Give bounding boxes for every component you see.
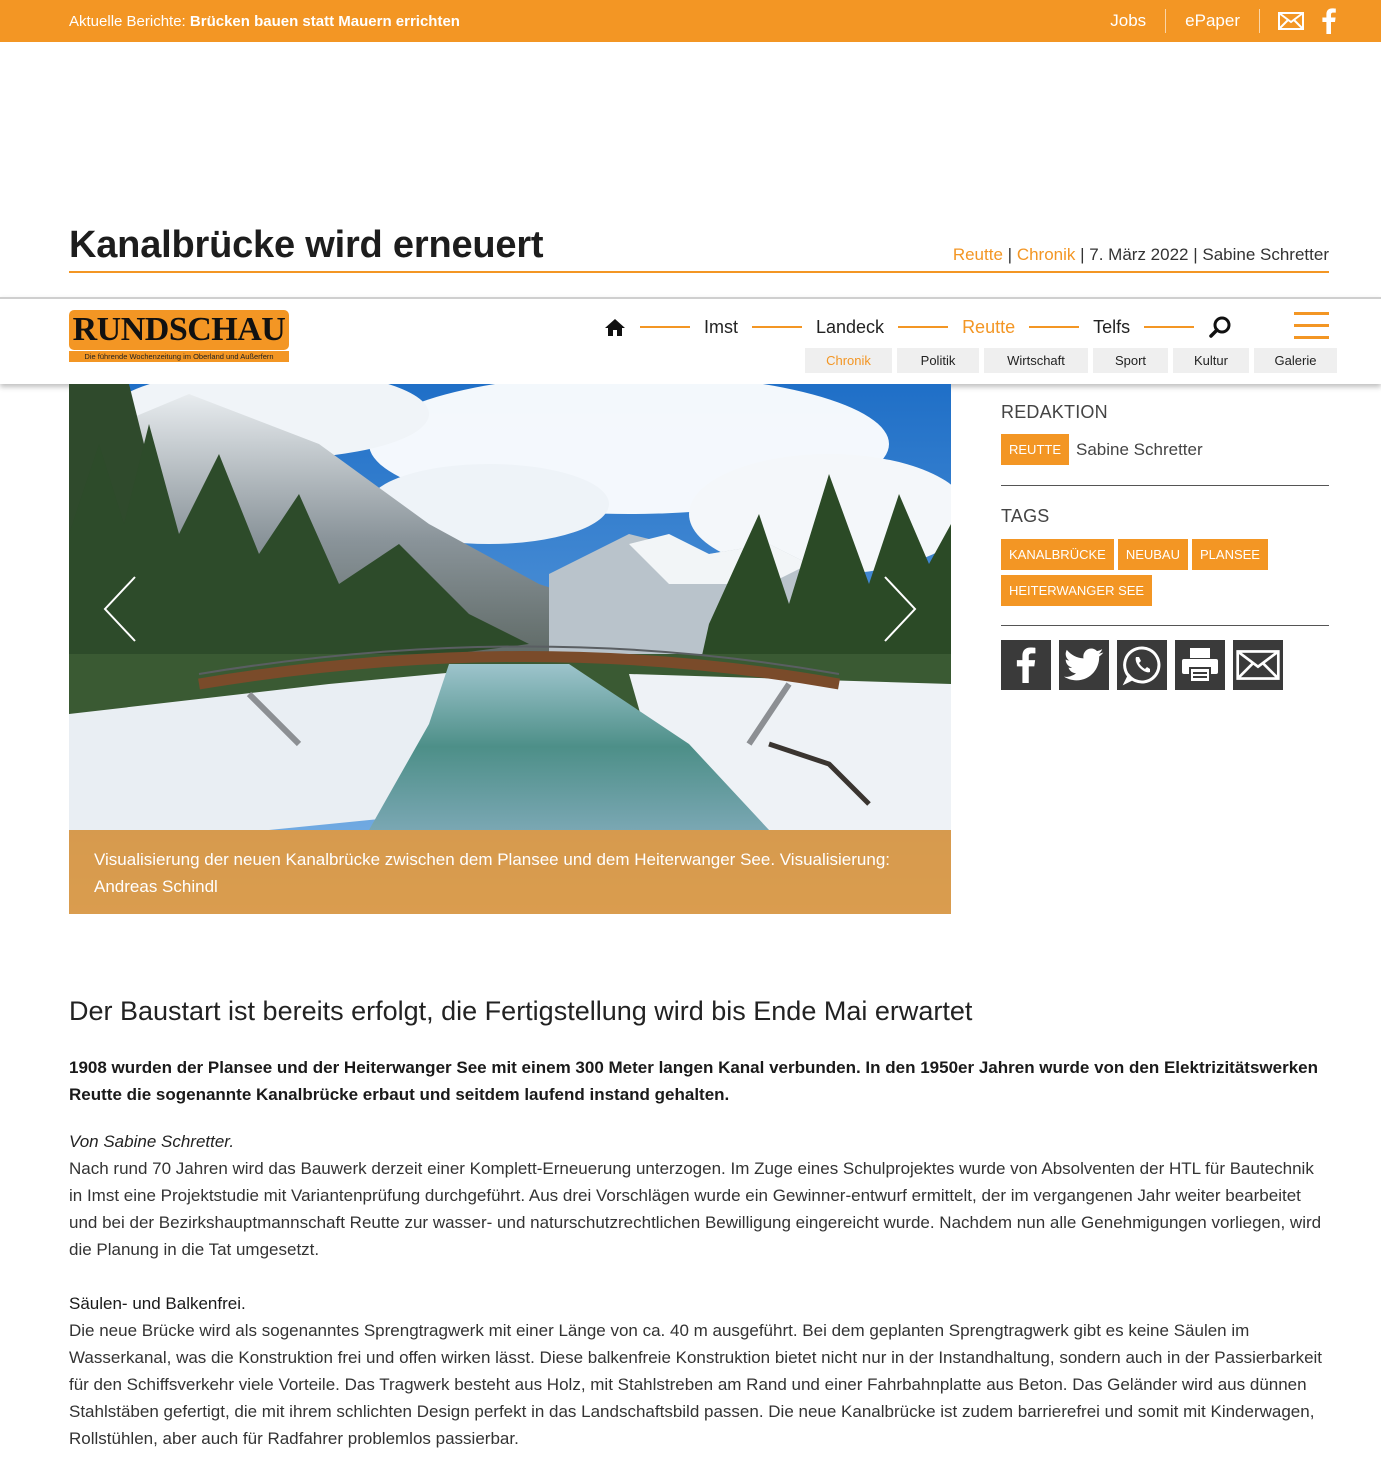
sidebar-divider	[1001, 625, 1329, 626]
logo-tagline: Die führende Wochenzeitung im Oberland und Außerfern	[69, 351, 289, 362]
meta-separator: |	[1007, 245, 1013, 264]
mail-icon[interactable]	[1278, 12, 1304, 30]
subnav-wirtschaft[interactable]: Wirtschaft	[984, 348, 1088, 373]
top-links	[1110, 0, 1336, 42]
subnav-galerie[interactable]: Galerie	[1254, 348, 1337, 373]
tag-neubau[interactable]: NEUBAU	[1118, 539, 1188, 570]
article-paragraph-1: Nach rund 70 Jahren wird das Bauwerk derzeit einer Komplett-Erneuerung unterzogen. Im Zuge eines Schulprojektes wurde von Absolventen der HTL für Bautechnik in Imst eine Projektstudie mit Variantenprüfung durchgeführt. Aus drei Vorschlägen wurde ein Gewinner-entwurf ermittelt, der im vergangenen Jahr weiter bearbeitet und bei der Bezirkshauptmannschaft Reutte zur wasser- und naturschutzrechtlichen Bewilligung eingereicht wurde. Nachdem nun alle Genehmigungen vorliegen, wird die Planung in die Tat umgesetzt.	[69, 1159, 1322, 1259]
nav-divider	[752, 326, 802, 328]
slider-prev-arrow[interactable]	[101, 574, 141, 644]
share-buttons	[1001, 640, 1329, 690]
article-intro: 1908 wurden der Plansee und der Heiterwanger See mit einem 300 Meter langen Kanal verbunden. In den 1950er Jahren wurde von den Elektrizitätswerken Reutte die sogenannte Kanalbrücke erbaut und seitdem laufend instand gehalten.	[69, 1058, 1318, 1104]
slider-next-arrow[interactable]	[881, 574, 921, 644]
rundschau-logo[interactable]	[69, 310, 289, 362]
author-name[interactable]: Sabine Schretter	[1076, 439, 1203, 459]
nav-item-imst[interactable]: Imst	[704, 316, 738, 337]
region-badge[interactable]: REUTTE	[1001, 434, 1069, 465]
article-title: Kanalbrücke wird erneuert	[69, 224, 544, 266]
redaktion-label: REDAKTION	[1001, 402, 1108, 422]
tag-list	[1001, 539, 1331, 611]
meta-category-link[interactable]: Chronik	[1016, 245, 1076, 264]
meta-region-link[interactable]: Reutte	[952, 245, 1003, 264]
facebook-icon[interactable]	[1322, 8, 1336, 34]
logo-word: RUNDSCHAU	[72, 311, 286, 348]
main-navigation	[0, 297, 1381, 384]
image-caption: Visualisierung der neuen Kanalbrücke zwischen dem Plansee und dem Heiterwanger See. Visualisierung: Andreas Schindl	[69, 830, 951, 914]
nav-divider	[640, 326, 690, 328]
epaper-link[interactable]: ePaper	[1166, 9, 1260, 33]
article-subheading: Säulen- und Balkenfrei.	[69, 1294, 246, 1313]
home-icon[interactable]	[604, 318, 626, 337]
article-paragraph-2: Die neue Brücke wird als sogenanntes Sprengtragwerk mit einer Länge von ca. 40 m ausgeführt. Bei dem geplanten Sprengtragwerk gibt es keine Säulen im Wasserkanal, was die Konstruktion frei und offen wirken lässt. Diese balkenfreie Konstruktion bietet nicht nur in der Instandhaltung, sondern auch in der Passierbarkeit für den Schiffsverkehr viele Vorteile. Das Tragwerk besteht aus Holz, mit Stahlstreben am Rand und einer Fahrbahnplatte aus Beton. Das Geländer wird aus dünnen Stahlstäben gefertigt, die mit ihrem schlichten Design perfekt in das Landschaftsbild passen. Die neue Kanalbrücke ist zudem barrierefrei und somit mit Kinderwagen, Rollstühlen, aber auch für Radfahrer problemlos passierbar.	[69, 1321, 1323, 1448]
twitter-icon[interactable]	[1059, 640, 1109, 690]
tag-kanalbruecke[interactable]: KANALBRÜCKE	[1001, 539, 1114, 570]
subnav-sport[interactable]: Sport	[1093, 348, 1168, 373]
subnav-politik[interactable]: Politik	[897, 348, 979, 373]
jobs-link[interactable]: Jobs	[1110, 9, 1166, 33]
nav-divider	[1144, 326, 1194, 328]
tags-label: TAGS	[1001, 506, 1050, 526]
nav-item-reutte[interactable]: Reutte	[962, 316, 1016, 337]
article-lead: Der Baustart ist bereits erfolgt, die Fertigstellung wird bis Ende Mai erwartet	[69, 996, 973, 1026]
sidebar-divider	[1001, 485, 1329, 486]
nav-divider	[1029, 326, 1079, 328]
breaking-news-prefix: Aktuelle Berichte:	[69, 13, 186, 30]
region-nav	[604, 314, 1232, 340]
mail-icon[interactable]	[1233, 640, 1283, 690]
search-icon[interactable]	[1208, 315, 1232, 339]
title-divider	[69, 271, 1329, 273]
nav-divider	[898, 326, 948, 328]
breaking-news[interactable]	[69, 13, 460, 30]
article-byline: Von Sabine Schretter.	[69, 1132, 235, 1151]
top-bar	[0, 0, 1381, 42]
article-sidebar	[1001, 384, 1329, 690]
article-image-slider	[69, 384, 951, 914]
whatsapp-icon[interactable]	[1117, 640, 1167, 690]
subnav-chronik[interactable]: Chronik	[805, 348, 892, 373]
tag-plansee[interactable]: PLANSEE	[1192, 539, 1268, 570]
menu-icon[interactable]	[1294, 312, 1329, 340]
subnav-kultur[interactable]: Kultur	[1173, 348, 1249, 373]
article-meta	[953, 245, 1329, 265]
breaking-news-headline[interactable]: Brücken bauen statt Mauern errichten	[189, 13, 460, 30]
facebook-icon[interactable]	[1001, 640, 1051, 690]
meta-date-author: | 7. März 2022 | Sabine Schretter	[1080, 245, 1329, 264]
category-subnav	[805, 348, 1337, 373]
print-icon[interactable]	[1175, 640, 1225, 690]
tag-heiterwanger-see[interactable]: HEITERWANGER SEE	[1001, 575, 1152, 606]
nav-item-landeck[interactable]: Landeck	[816, 316, 885, 337]
nav-item-telfs[interactable]: Telfs	[1093, 316, 1131, 337]
